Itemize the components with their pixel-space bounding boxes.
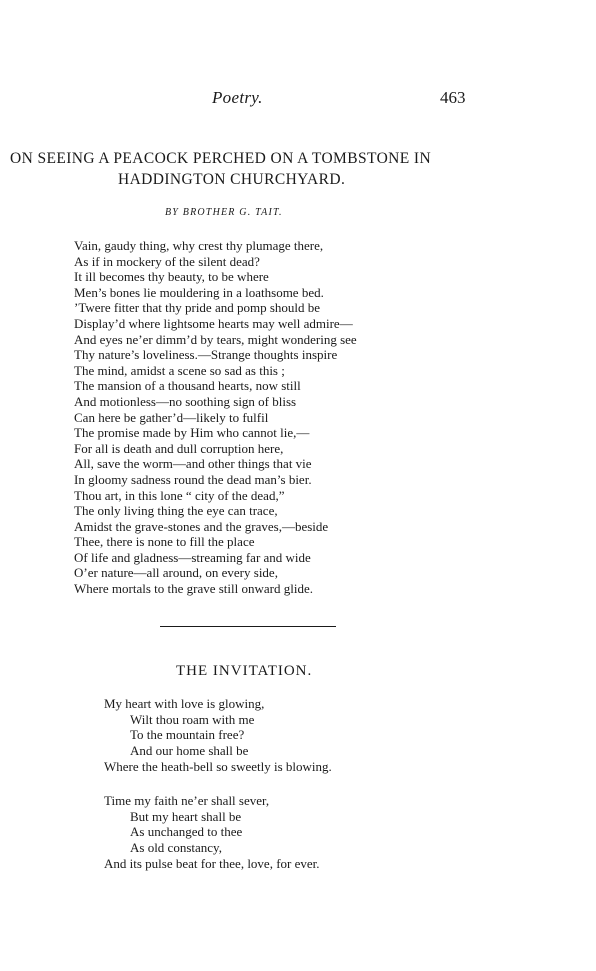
poem-line: But my heart shall be <box>130 808 242 824</box>
poem-line: Of life and gladness—streaming far and wide <box>74 549 311 565</box>
poem-line: And eyes ne’er dimm’d by tears, might wondering see <box>74 331 357 347</box>
poem-line: Amidst the grave-stones and the graves,—beside <box>74 518 329 534</box>
poem1-title-line2: HADDINGTON CHURCHYARD. <box>118 171 346 188</box>
poem-line: All, save the worm—and other things that vie <box>74 456 312 472</box>
poem-line: The mind, amidst a scene so sad as this ; <box>74 362 285 378</box>
poem1-title-line1: ON SEEING A PEACOCK PERCHED ON A TOMBSTONE IN <box>10 150 432 167</box>
poem-line: To the mountain free? <box>130 727 245 743</box>
poem-line: Thy nature’s loveliness.—Strange thoughts inspire <box>74 347 338 363</box>
poem-line: As unchanged to thee <box>130 824 243 840</box>
poem-line: ’Twere fitter that thy pride and pomp should be <box>74 300 321 316</box>
running-title: Poetry. <box>212 88 263 107</box>
poem-line: Thee, there is none to fill the place <box>74 534 255 550</box>
poem-line: And its pulse beat for thee, love, for ever. <box>104 855 320 871</box>
page-number: 463 <box>440 88 466 107</box>
poem2-stanza-1 <box>104 696 484 775</box>
poem-line: Display’d where lightsome hearts may well admire— <box>74 315 353 331</box>
poem-line: Where mortals to the grave still onward glide. <box>74 581 313 597</box>
poem-line: As old constancy, <box>130 840 222 856</box>
poem-line: For all is death and dull corruption here, <box>74 440 284 456</box>
poem-line: Wilt thou roam with me <box>130 711 255 727</box>
running-head <box>0 88 596 108</box>
poem2-stanza-2 <box>104 793 484 872</box>
poem-line: Thou art, in this lone “ city of the dead,” <box>74 487 285 503</box>
poem-line: It ill becomes thy beauty, to be where <box>74 269 269 285</box>
section-divider <box>160 626 336 627</box>
poem-line: Where the heath-bell so sweetly is blowing. <box>104 758 332 774</box>
poem-line: Can here be gather’d—likely to fulfil <box>74 409 269 425</box>
poem1-byline: BY BROTHER G. TAIT. <box>165 207 283 218</box>
poem-line: My heart with love is glowing, <box>104 696 265 711</box>
poem-line: The promise made by Him who cannot lie,— <box>74 425 310 441</box>
poem-line: Men’s bones lie mouldering in a loathsome bed. <box>74 284 324 300</box>
poem-line: Vain, gaudy thing, why crest thy plumage there, <box>74 238 324 253</box>
poem-line: The only living thing the eye can trace, <box>74 503 278 519</box>
poem-line: And motionless—no soothing sign of bliss <box>74 393 297 409</box>
poem-line: In gloomy sadness round the dead man’s bier. <box>74 471 312 487</box>
poem1-title <box>10 148 490 190</box>
poem-line: The mansion of a thousand hearts, now still <box>74 378 301 394</box>
poem1-body <box>74 238 494 597</box>
poem-line: Time my faith ne’er shall sever, <box>104 793 270 808</box>
poem-line: As if in mockery of the silent dead? <box>74 253 260 269</box>
poem-line: And our home shall be <box>130 743 249 759</box>
poem-line: O’er nature—all around, on every side, <box>74 565 278 581</box>
poem2-title: THE INVITATION. <box>176 663 313 679</box>
